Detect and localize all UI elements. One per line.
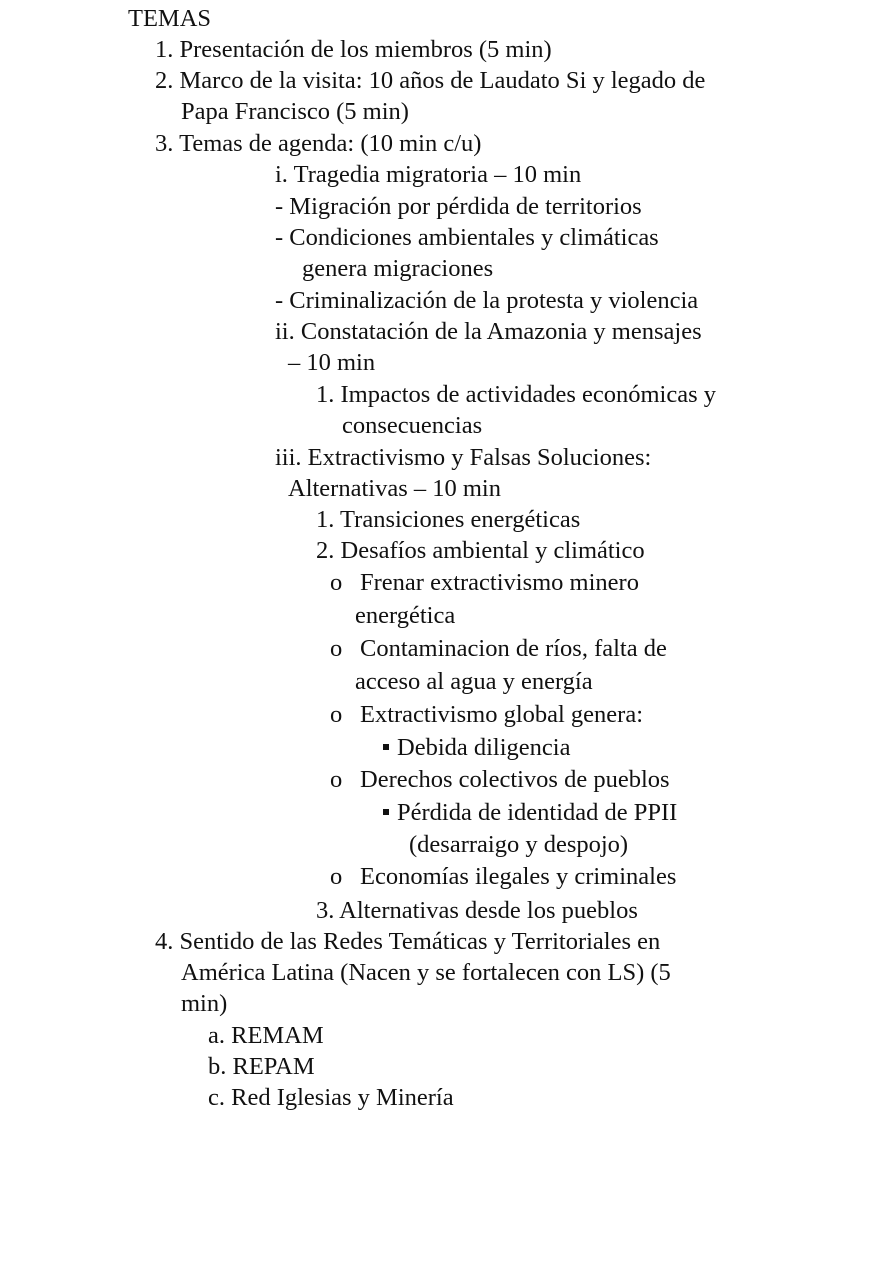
sub-marker: iii. xyxy=(275,444,302,471)
dash-item: - Migración por pérdida de territorios xyxy=(275,193,642,220)
item-marker: 1. xyxy=(155,36,174,63)
circle-text: Contaminacion de ríos, falta de xyxy=(360,635,667,662)
item-text: Presentación de los miembros (5 min) xyxy=(179,36,552,63)
item-2-cont: Papa Francisco (5 min) xyxy=(181,98,409,125)
circle-text: Frenar extractivismo minero xyxy=(360,569,639,596)
heading: TEMAS xyxy=(128,5,212,32)
dash-item: - Condiciones ambientales y climáticas xyxy=(275,224,659,251)
item-marker: 4. xyxy=(155,928,174,955)
circle-item xyxy=(330,568,639,598)
dash-item: - Criminalización de la protesta y violencia xyxy=(275,287,699,314)
item-4-a: a. REMAM xyxy=(208,1022,324,1049)
circle-bullet-icon: o xyxy=(330,569,343,596)
square-bullet-icon xyxy=(383,809,389,815)
square-item xyxy=(383,798,677,828)
circle-item xyxy=(330,862,676,892)
item-4-b: b. REPAM xyxy=(208,1053,315,1080)
item-1 xyxy=(155,35,552,65)
item-2 xyxy=(155,66,705,96)
sub-ii-item-1-cont: consecuencias xyxy=(342,412,483,439)
item-text: Temas de agenda: (10 min c/u) xyxy=(179,130,482,157)
circle-item-cont: acceso al agua y energía xyxy=(355,668,593,695)
sub-ii-item-1 xyxy=(316,380,716,410)
square-item-cont: (desarraigo y despojo) xyxy=(409,831,629,858)
sub-text: Constatación de la Amazonia y mensajes xyxy=(300,318,702,345)
circle-item-cont: energética xyxy=(355,602,456,629)
sub-text: Extractivismo y Falsas Soluciones: xyxy=(307,444,652,471)
circle-bullet-icon: o xyxy=(330,635,343,662)
sub-text: Tragedia migratoria – 10 min xyxy=(293,161,582,188)
item-marker: 2. xyxy=(155,67,174,94)
circle-bullet-icon: o xyxy=(330,766,343,793)
sub-iii-cont: Alternativas – 10 min xyxy=(288,475,501,502)
circle-bullet-icon: o xyxy=(330,863,343,890)
square-text: Pérdida de identidad de PPII xyxy=(397,799,678,826)
sub-marker: ii. xyxy=(275,318,295,345)
circle-text: Economías ilegales y criminales xyxy=(360,863,677,890)
sub-ii xyxy=(275,317,702,347)
item-marker: 1. xyxy=(316,381,335,408)
sub-ii-cont: – 10 min xyxy=(288,349,376,376)
dash-item-cont: genera migraciones xyxy=(302,255,494,282)
item-4-cont: América Latina (Nacen y se fortalecen con LS) (5 xyxy=(181,959,671,986)
circle-text: Extractivismo global genera: xyxy=(360,701,644,728)
circle-item xyxy=(330,634,667,664)
sub-i xyxy=(275,160,581,190)
sub-marker: i. xyxy=(275,161,288,188)
item-4-c: c. Red Iglesias y Minería xyxy=(208,1084,454,1111)
sub-iii-item-3: 3. Alternativas desde los pueblos xyxy=(316,897,638,924)
sub-iii-item-1: 1. Transiciones energéticas xyxy=(316,506,581,533)
item-4 xyxy=(155,927,660,957)
square-item xyxy=(383,733,570,763)
item-3 xyxy=(155,129,481,159)
circle-item xyxy=(330,765,670,795)
sub-iii-item-2: 2. Desafíos ambiental y climático xyxy=(316,537,645,564)
square-text: Debida diligencia xyxy=(397,734,571,761)
circle-item xyxy=(330,700,643,730)
circle-text: Derechos colectivos de pueblos xyxy=(360,766,670,793)
item-marker: 3. xyxy=(155,130,174,157)
item-text: Impactos de actividades económicas y xyxy=(340,381,717,408)
item-4-cont: min) xyxy=(181,990,228,1017)
item-text: Marco de la visita: 10 años de Laudato Si y legado de xyxy=(179,67,706,94)
item-text: Sentido de las Redes Temáticas y Territoriales en xyxy=(179,928,661,955)
sub-iii xyxy=(275,443,651,473)
square-bullet-icon xyxy=(383,744,389,750)
circle-bullet-icon: o xyxy=(330,701,343,728)
